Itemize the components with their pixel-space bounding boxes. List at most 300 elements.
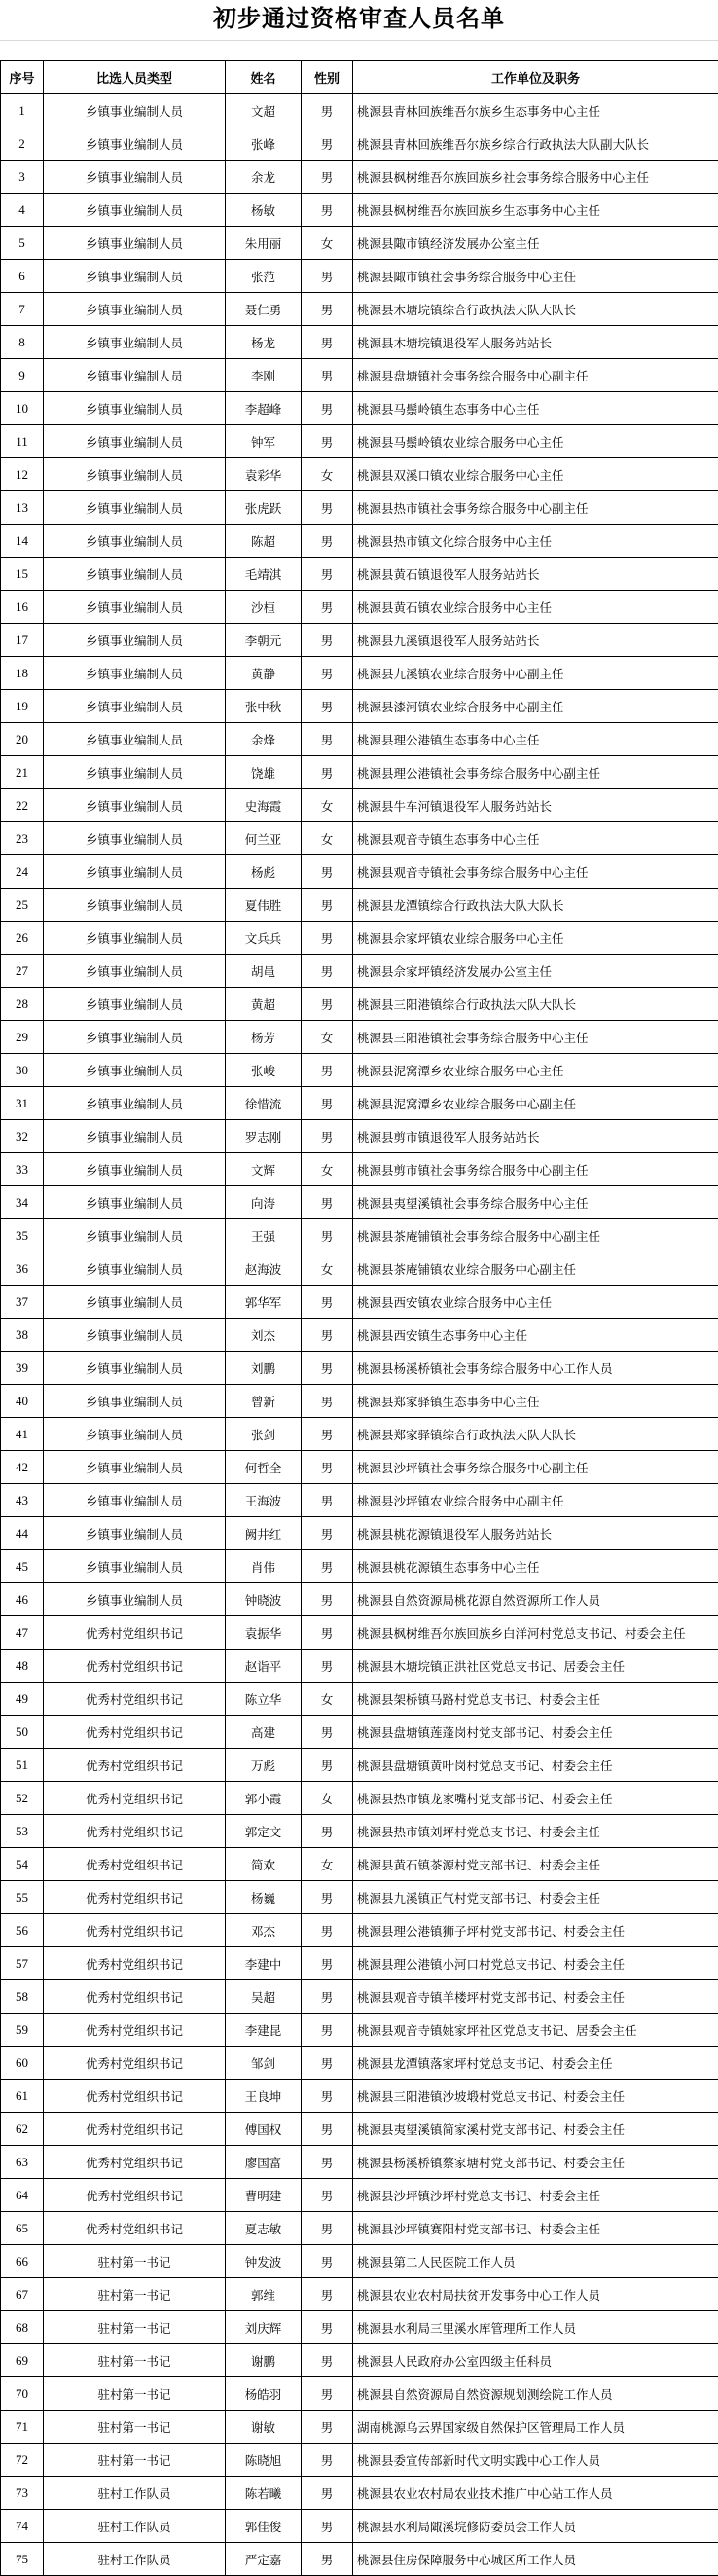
cell-unit: 湖南桃源乌云界国家级自然保护区管理局工作人员	[353, 2411, 718, 2444]
table-row	[1, 1153, 718, 1186]
cell-gender: 男	[302, 1815, 353, 1848]
table-row	[1, 657, 718, 690]
cell-type: 乡镇事业编制人员	[44, 955, 226, 988]
cell-unit: 桃源县龙潭镇落家坪村党总支书记、村委会主任	[353, 2047, 718, 2080]
table-row	[1, 1451, 718, 1484]
cell-gender: 男	[302, 94, 353, 127]
cell-unit: 桃源县枫树维吾尔族回族乡白洋河村党总支书记、村委会主任	[353, 1616, 718, 1650]
cell-name: 杨敏	[226, 194, 302, 227]
cell-unit: 桃源县牛车河镇退役军人服务站站长	[353, 789, 718, 822]
cell-gender: 女	[302, 1252, 353, 1286]
cell-serial: 23	[1, 822, 44, 855]
cell-type: 优秀村党组织书记	[44, 1683, 226, 1716]
cell-unit: 桃源县西安镇生态事务中心主任	[353, 1319, 718, 1352]
cell-unit: 桃源县沙坪镇农业综合服务中心副主任	[353, 1484, 718, 1517]
cell-gender: 男	[302, 591, 353, 624]
cell-type: 乡镇事业编制人员	[44, 1286, 226, 1319]
table-row	[1, 1914, 718, 1947]
cell-unit: 桃源县陬市镇经济发展办公室主任	[353, 227, 718, 260]
cell-gender: 男	[302, 1616, 353, 1650]
cell-type: 乡镇事业编制人员	[44, 889, 226, 922]
cell-name: 胡黾	[226, 955, 302, 988]
table-row	[1, 1418, 718, 1451]
cell-gender: 男	[302, 1980, 353, 2014]
cell-unit: 桃源县热市镇文化综合服务中心主任	[353, 525, 718, 558]
cell-type: 乡镇事业编制人员	[44, 1385, 226, 1418]
cell-serial: 54	[1, 1848, 44, 1881]
cell-unit: 桃源县桃花源镇生态事务中心主任	[353, 1550, 718, 1583]
table-row	[1, 723, 718, 756]
cell-unit: 桃源县观音寺镇社会事务综合服务中心主任	[353, 855, 718, 889]
page-title: 初步通过资格审查人员名单	[0, 0, 718, 41]
table-row	[1, 2311, 718, 2344]
cell-name: 陈立华	[226, 1683, 302, 1716]
cell-gender: 男	[302, 1418, 353, 1451]
column-header-gender: 性别	[302, 61, 353, 94]
cell-unit: 桃源县观音寺镇羊楼坪村党支部书记、村委会主任	[353, 1980, 718, 2014]
cell-gender: 男	[302, 1186, 353, 1219]
table-row	[1, 1054, 718, 1087]
cell-type: 驻村第一书记	[44, 2344, 226, 2377]
cell-type: 乡镇事业编制人员	[44, 855, 226, 889]
cell-gender: 男	[302, 1716, 353, 1749]
table-row	[1, 227, 718, 260]
cell-serial: 15	[1, 558, 44, 591]
cell-gender: 男	[302, 127, 353, 161]
cell-unit: 桃源县委宣传部新时代文明实践中心工作人员	[353, 2444, 718, 2477]
cell-name: 李刚	[226, 359, 302, 392]
table-row	[1, 1583, 718, 1616]
cell-unit: 桃源县青林回族维吾尔族乡生态事务中心主任	[353, 94, 718, 127]
cell-gender: 男	[302, 2014, 353, 2047]
cell-serial: 33	[1, 1153, 44, 1186]
cell-type: 优秀村党组织书记	[44, 2047, 226, 2080]
cell-serial: 18	[1, 657, 44, 690]
cell-serial: 20	[1, 723, 44, 756]
cell-type: 乡镇事业编制人员	[44, 127, 226, 161]
cell-type: 乡镇事业编制人员	[44, 1583, 226, 1616]
table-row	[1, 2411, 718, 2444]
cell-name: 余烽	[226, 723, 302, 756]
cell-type: 优秀村党组织书记	[44, 2080, 226, 2113]
cell-name: 何兰亚	[226, 822, 302, 855]
cell-gender: 男	[302, 657, 353, 690]
column-header-unit: 工作单位及职务	[353, 61, 718, 94]
cell-gender: 女	[302, 1782, 353, 1815]
table-row	[1, 690, 718, 723]
cell-serial: 3	[1, 161, 44, 194]
cell-gender: 女	[302, 227, 353, 260]
cell-type: 乡镇事业编制人员	[44, 227, 226, 260]
cell-gender: 男	[302, 2411, 353, 2444]
cell-name: 万彪	[226, 1749, 302, 1782]
cell-name: 徐惜流	[226, 1087, 302, 1120]
cell-gender: 男	[302, 955, 353, 988]
cell-name: 陈晓旭	[226, 2444, 302, 2477]
table-row	[1, 1484, 718, 1517]
cell-name: 朱用丽	[226, 227, 302, 260]
table-row	[1, 1087, 718, 1120]
cell-type: 驻村第一书记	[44, 2245, 226, 2278]
cell-type: 乡镇事业编制人员	[44, 690, 226, 723]
cell-serial: 66	[1, 2245, 44, 2278]
cell-name: 文兵兵	[226, 922, 302, 955]
table-row	[1, 822, 718, 855]
cell-gender: 男	[302, 922, 353, 955]
cell-gender: 男	[302, 2477, 353, 2510]
cell-name: 刘鹏	[226, 1352, 302, 1385]
cell-type: 乡镇事业编制人员	[44, 1120, 226, 1153]
cell-serial: 72	[1, 2444, 44, 2477]
table-row	[1, 2444, 718, 2477]
cell-serial: 56	[1, 1914, 44, 1947]
cell-name: 赵诣平	[226, 1650, 302, 1683]
cell-name: 杨龙	[226, 326, 302, 359]
cell-unit: 桃源县三阳港镇沙坡塅村党总支书记、村委会主任	[353, 2080, 718, 2113]
cell-unit: 桃源县郑家驿镇生态事务中心主任	[353, 1385, 718, 1418]
cell-type: 驻村工作队员	[44, 2477, 226, 2510]
cell-gender: 男	[302, 2444, 353, 2477]
cell-unit: 桃源县夷望溪镇简家溪村党支部书记、村委会主任	[353, 2113, 718, 2146]
cell-name: 廖国富	[226, 2146, 302, 2179]
cell-serial: 49	[1, 1683, 44, 1716]
cell-type: 驻村第一书记	[44, 2311, 226, 2344]
cell-type: 优秀村党组织书记	[44, 1749, 226, 1782]
table-row	[1, 1716, 718, 1749]
cell-type: 乡镇事业编制人员	[44, 591, 226, 624]
cell-name: 毛靖淇	[226, 558, 302, 591]
cell-unit: 桃源县农业农村局扶贫开发事务中心工作人员	[353, 2278, 718, 2311]
cell-type: 优秀村党组织书记	[44, 1782, 226, 1815]
cell-type: 乡镇事业编制人员	[44, 293, 226, 326]
cell-type: 乡镇事业编制人员	[44, 1319, 226, 1352]
cell-gender: 男	[302, 1749, 353, 1782]
cell-type: 乡镇事业编制人员	[44, 1054, 226, 1087]
cell-type: 优秀村党组织书记	[44, 1716, 226, 1749]
cell-serial: 50	[1, 1716, 44, 1749]
cell-unit: 桃源县自然资源局自然资源规划测绘院工作人员	[353, 2377, 718, 2411]
cell-type: 优秀村党组织书记	[44, 2014, 226, 2047]
cell-type: 乡镇事业编制人员	[44, 1186, 226, 1219]
cell-name: 陈若曦	[226, 2477, 302, 2510]
cell-name: 李朝元	[226, 624, 302, 657]
cell-type: 乡镇事业编制人员	[44, 194, 226, 227]
cell-unit: 桃源县第二人民医院工作人员	[353, 2245, 718, 2278]
cell-serial: 12	[1, 458, 44, 491]
cell-unit: 桃源县枫树维吾尔族回族乡生态事务中心主任	[353, 194, 718, 227]
cell-gender: 男	[302, 1120, 353, 1153]
cell-unit: 桃源县木塘垸镇正洪社区党总支书记、居委会主任	[353, 1650, 718, 1683]
cell-name: 钟晓波	[226, 1583, 302, 1616]
cell-unit: 桃源县人民政府办公室四级主任科员	[353, 2344, 718, 2377]
cell-unit: 桃源县黄石镇退役军人服务站站长	[353, 558, 718, 591]
cell-serial: 22	[1, 789, 44, 822]
cell-gender: 男	[302, 1517, 353, 1550]
cell-unit: 桃源县盘塘镇莲蓬岗村党支部书记、村委会主任	[353, 1716, 718, 1749]
cell-gender: 男	[302, 1054, 353, 1087]
cell-serial: 34	[1, 1186, 44, 1219]
column-header-serial: 序号	[1, 61, 44, 94]
cell-unit: 桃源县龙潭镇综合行政执法大队大队长	[353, 889, 718, 922]
cell-type: 乡镇事业编制人员	[44, 988, 226, 1021]
cell-name: 李超峰	[226, 392, 302, 425]
cell-gender: 男	[302, 2212, 353, 2245]
cell-gender: 男	[302, 2113, 353, 2146]
table-row	[1, 1749, 718, 1782]
cell-unit: 桃源县理公港镇狮子坪村党支部书记、村委会主任	[353, 1914, 718, 1947]
table-row	[1, 2543, 718, 2576]
cell-serial: 46	[1, 1583, 44, 1616]
cell-type: 乡镇事业编制人员	[44, 1021, 226, 1054]
cell-serial: 41	[1, 1418, 44, 1451]
cell-serial: 28	[1, 988, 44, 1021]
cell-type: 乡镇事业编制人员	[44, 723, 226, 756]
table-row	[1, 1650, 718, 1683]
cell-gender: 男	[302, 2311, 353, 2344]
cell-gender: 男	[302, 1352, 353, 1385]
cell-unit: 桃源县马鬃岭镇农业综合服务中心主任	[353, 425, 718, 458]
cell-name: 杨皓羽	[226, 2377, 302, 2411]
table-row	[1, 955, 718, 988]
cell-type: 优秀村党组织书记	[44, 1947, 226, 1980]
cell-serial: 51	[1, 1749, 44, 1782]
table-row	[1, 855, 718, 889]
cell-gender: 男	[302, 1550, 353, 1583]
table-row	[1, 2080, 718, 2113]
table-header-row	[1, 61, 718, 94]
cell-unit: 桃源县茶庵铺镇农业综合服务中心副主任	[353, 1252, 718, 1286]
cell-serial: 37	[1, 1286, 44, 1319]
table-row	[1, 127, 718, 161]
cell-unit: 桃源县杨溪桥镇社会事务综合服务中心工作人员	[353, 1352, 718, 1385]
cell-serial: 53	[1, 1815, 44, 1848]
table-row	[1, 889, 718, 922]
table-row	[1, 988, 718, 1021]
cell-unit: 桃源县沙坪镇赛阳村党支部书记、村委会主任	[353, 2212, 718, 2245]
cell-gender: 男	[302, 2047, 353, 2080]
cell-name: 黄静	[226, 657, 302, 690]
cell-gender: 女	[302, 1848, 353, 1881]
cell-unit: 桃源县热市镇刘坪村党总支书记、村委会主任	[353, 1815, 718, 1848]
cell-serial: 59	[1, 2014, 44, 2047]
cell-gender: 男	[302, 1484, 353, 1517]
cell-name: 王强	[226, 1219, 302, 1252]
cell-serial: 65	[1, 2212, 44, 2245]
cell-serial: 70	[1, 2377, 44, 2411]
cell-serial: 1	[1, 94, 44, 127]
cell-gender: 男	[302, 2179, 353, 2212]
cell-unit: 桃源县住房保障服务中心城区所工作人员	[353, 2543, 718, 2576]
cell-serial: 8	[1, 326, 44, 359]
cell-type: 乡镇事业编制人员	[44, 326, 226, 359]
cell-type: 优秀村党组织书记	[44, 1881, 226, 1914]
cell-name: 黄超	[226, 988, 302, 1021]
cell-gender: 男	[302, 1319, 353, 1352]
cell-gender: 男	[302, 2245, 353, 2278]
cell-name: 夏伟胜	[226, 889, 302, 922]
cell-unit: 桃源县盘塘镇黄叶岗村党总支书记、村委会主任	[353, 1749, 718, 1782]
cell-name: 罗志刚	[226, 1120, 302, 1153]
table-row	[1, 558, 718, 591]
cell-unit: 桃源县黄石镇茶源村党支部书记、村委会主任	[353, 1848, 718, 1881]
cell-serial: 39	[1, 1352, 44, 1385]
cell-unit: 桃源县九溪镇农业综合服务中心副主任	[353, 657, 718, 690]
table-row	[1, 2245, 718, 2278]
cell-serial: 75	[1, 2543, 44, 2576]
cell-name: 何哲全	[226, 1451, 302, 1484]
cell-unit: 桃源县盘塘镇社会事务综合服务中心副主任	[353, 359, 718, 392]
cell-type: 乡镇事业编制人员	[44, 822, 226, 855]
cell-gender: 女	[302, 458, 353, 491]
cell-name: 吴超	[226, 1980, 302, 2014]
cell-unit: 桃源县黄石镇农业综合服务中心主任	[353, 591, 718, 624]
cell-unit: 桃源县青林回族维吾尔族乡综合行政执法大队副大队长	[353, 127, 718, 161]
cell-unit: 桃源县陬市镇社会事务综合服务中心主任	[353, 260, 718, 293]
cell-name: 沙桓	[226, 591, 302, 624]
cell-type: 驻村第一书记	[44, 2411, 226, 2444]
cell-serial: 11	[1, 425, 44, 458]
cell-name: 曾新	[226, 1385, 302, 1418]
cell-serial: 69	[1, 2344, 44, 2377]
cell-gender: 男	[302, 194, 353, 227]
title-table-gap	[0, 41, 718, 60]
table-row	[1, 624, 718, 657]
cell-unit: 桃源县枫树维吾尔族回族乡社会事务综合服务中心主任	[353, 161, 718, 194]
cell-serial: 43	[1, 1484, 44, 1517]
cell-name: 聂仁勇	[226, 293, 302, 326]
cell-gender: 男	[302, 2146, 353, 2179]
cell-name: 史海霞	[226, 789, 302, 822]
cell-gender: 男	[302, 425, 353, 458]
cell-gender: 女	[302, 1153, 353, 1186]
cell-type: 乡镇事业编制人员	[44, 922, 226, 955]
cell-unit: 桃源县双溪口镇农业综合服务中心主任	[353, 458, 718, 491]
cell-serial: 73	[1, 2477, 44, 2510]
cell-serial: 45	[1, 1550, 44, 1583]
table-row	[1, 1219, 718, 1252]
table-row	[1, 2377, 718, 2411]
table-row	[1, 392, 718, 425]
cell-serial: 4	[1, 194, 44, 227]
cell-serial: 55	[1, 1881, 44, 1914]
cell-serial: 71	[1, 2411, 44, 2444]
table-row	[1, 491, 718, 525]
cell-type: 乡镇事业编制人员	[44, 392, 226, 425]
table-row	[1, 1385, 718, 1418]
cell-serial: 44	[1, 1517, 44, 1550]
cell-gender: 男	[302, 359, 353, 392]
cell-gender: 男	[302, 2377, 353, 2411]
cell-gender: 男	[302, 558, 353, 591]
table-row	[1, 1352, 718, 1385]
cell-name: 王良坤	[226, 2080, 302, 2113]
cell-gender: 男	[302, 1385, 353, 1418]
table-row	[1, 1782, 718, 1815]
cell-unit: 桃源县热市镇龙家嘴村党支部书记、村委会主任	[353, 1782, 718, 1815]
cell-serial: 64	[1, 2179, 44, 2212]
table-row	[1, 1815, 718, 1848]
cell-gender: 男	[302, 855, 353, 889]
cell-unit: 桃源县架桥镇马路村党总支书记、村委会主任	[353, 1683, 718, 1716]
cell-name: 王海波	[226, 1484, 302, 1517]
table-row	[1, 2146, 718, 2179]
cell-serial: 30	[1, 1054, 44, 1087]
cell-unit: 桃源县木塘垸镇退役军人服务站站长	[353, 326, 718, 359]
cell-unit: 桃源县自然资源局桃花源自然资源所工作人员	[353, 1583, 718, 1616]
cell-type: 优秀村党组织书记	[44, 1914, 226, 1947]
cell-type: 优秀村党组织书记	[44, 2212, 226, 2245]
cell-unit: 桃源县理公港镇小河口村党总支书记、村委会主任	[353, 1947, 718, 1980]
cell-serial: 35	[1, 1219, 44, 1252]
cell-name: 张剑	[226, 1418, 302, 1451]
cell-type: 乡镇事业编制人员	[44, 657, 226, 690]
cell-unit: 桃源县夷望溪镇社会事务综合服务中心主任	[353, 1186, 718, 1219]
cell-type: 乡镇事业编制人员	[44, 1517, 226, 1550]
table-row	[1, 2477, 718, 2510]
cell-gender: 女	[302, 1021, 353, 1054]
cell-name: 邓杰	[226, 1914, 302, 1947]
cell-gender: 女	[302, 789, 353, 822]
cell-type: 优秀村党组织书记	[44, 1815, 226, 1848]
table-row	[1, 425, 718, 458]
cell-serial: 25	[1, 889, 44, 922]
cell-gender: 男	[302, 161, 353, 194]
cell-unit: 桃源县杨溪桥镇蔡家塘村党支部书记、村委会主任	[353, 2146, 718, 2179]
table-row	[1, 2344, 718, 2377]
cell-serial: 67	[1, 2278, 44, 2311]
cell-type: 优秀村党组织书记	[44, 1650, 226, 1683]
cell-name: 郭定文	[226, 1815, 302, 1848]
cell-gender: 男	[302, 2080, 353, 2113]
cell-type: 乡镇事业编制人员	[44, 525, 226, 558]
table-row	[1, 1319, 718, 1352]
table-row	[1, 591, 718, 624]
cell-serial: 58	[1, 1980, 44, 2014]
cell-type: 乡镇事业编制人员	[44, 425, 226, 458]
table-row	[1, 1616, 718, 1650]
cell-type: 乡镇事业编制人员	[44, 558, 226, 591]
cell-name: 简欢	[226, 1848, 302, 1881]
cell-serial: 48	[1, 1650, 44, 1683]
cell-name: 袁彩华	[226, 458, 302, 491]
cell-name: 傅国权	[226, 2113, 302, 2146]
cell-unit: 桃源县泥窝潭乡农业综合服务中心副主任	[353, 1087, 718, 1120]
cell-name: 杨彪	[226, 855, 302, 889]
cell-serial: 10	[1, 392, 44, 425]
cell-unit: 桃源县热市镇社会事务综合服务中心副主任	[353, 491, 718, 525]
table-row	[1, 359, 718, 392]
cell-unit: 桃源县理公港镇社会事务综合服务中心副主任	[353, 756, 718, 789]
cell-type: 乡镇事业编制人员	[44, 1087, 226, 1120]
cell-serial: 29	[1, 1021, 44, 1054]
cell-name: 张中秋	[226, 690, 302, 723]
cell-serial: 31	[1, 1087, 44, 1120]
cell-gender: 男	[302, 1583, 353, 1616]
cell-unit: 桃源县理公港镇生态事务中心主任	[353, 723, 718, 756]
cell-name: 杨巍	[226, 1881, 302, 1914]
cell-type: 驻村工作队员	[44, 2543, 226, 2576]
cell-serial: 9	[1, 359, 44, 392]
cell-serial: 38	[1, 1319, 44, 1352]
cell-serial: 68	[1, 2311, 44, 2344]
cell-type: 乡镇事业编制人员	[44, 491, 226, 525]
cell-type: 乡镇事业编制人员	[44, 458, 226, 491]
cell-name: 郭小霞	[226, 1782, 302, 1815]
table-row	[1, 1021, 718, 1054]
cell-type: 乡镇事业编制人员	[44, 161, 226, 194]
table-row	[1, 756, 718, 789]
cell-gender: 男	[302, 988, 353, 1021]
